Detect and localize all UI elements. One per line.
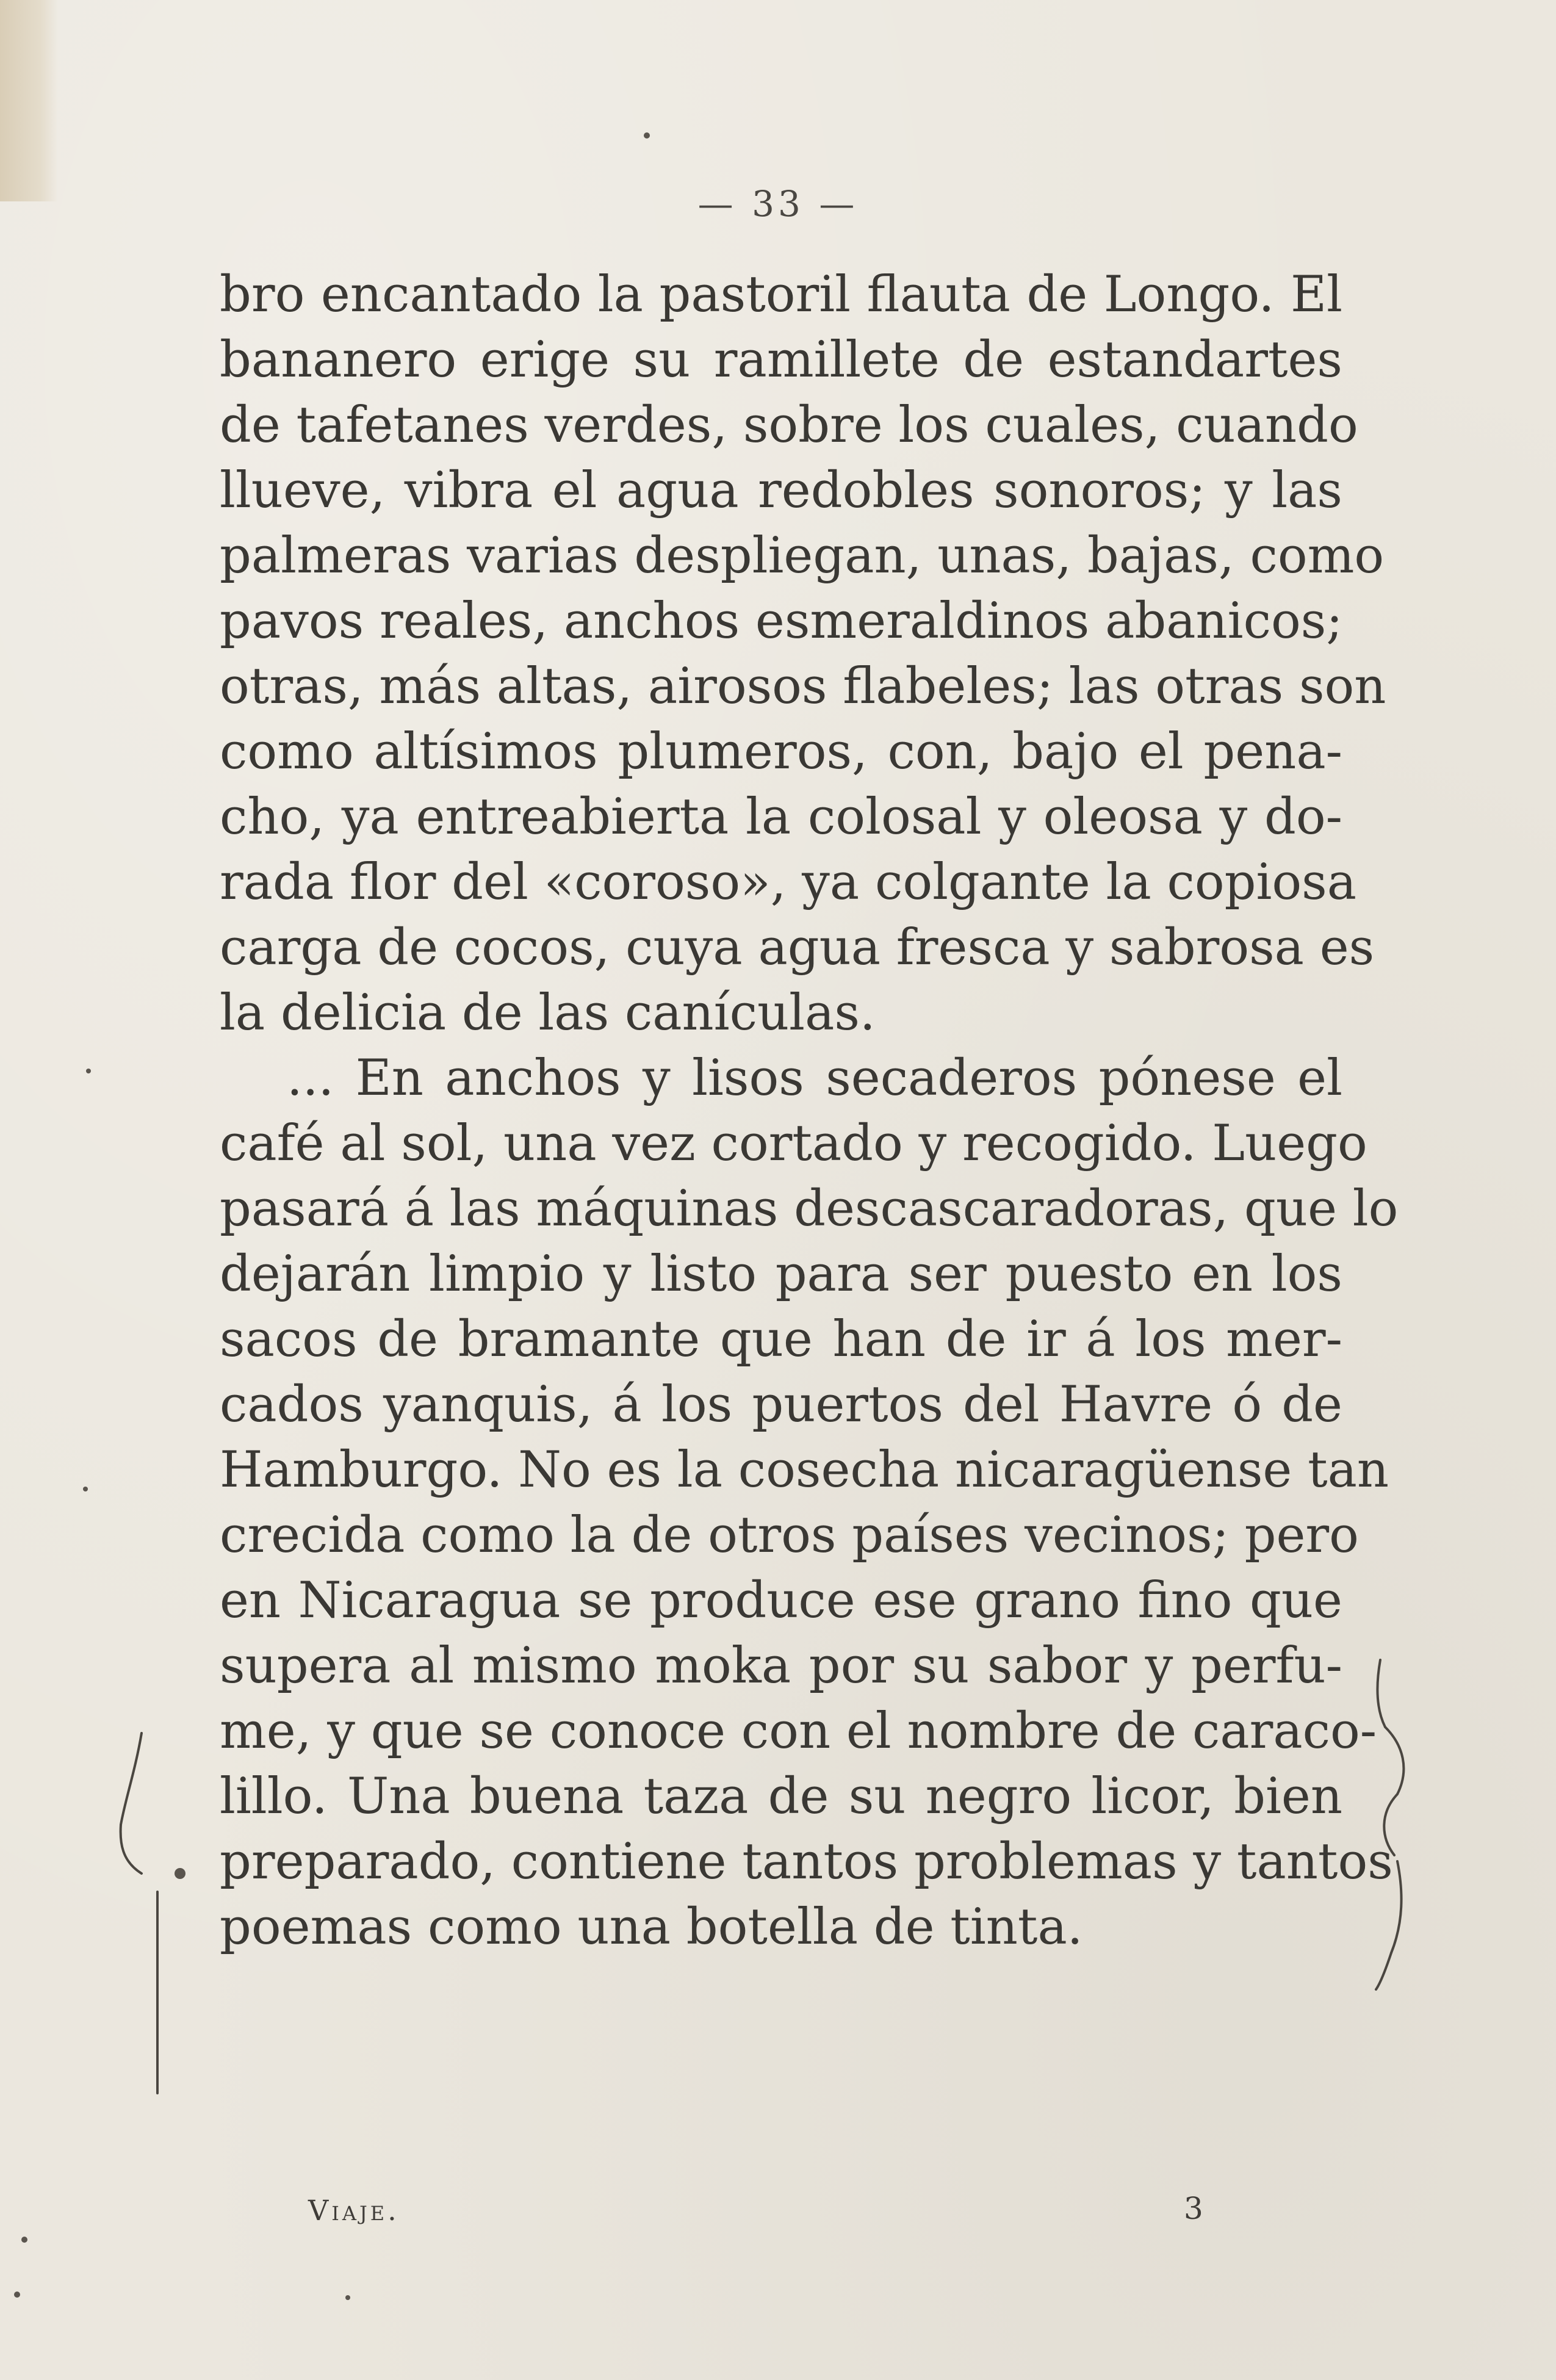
text-line: rada flor del «coroso», ya colgante la copiosa [220,854,1356,911]
text-line: como altísimos plumeros, con, bajo el pena- [220,723,1342,781]
text-line: bananero erige su ramillete de estandartes [220,331,1342,389]
footer-signature-number: 3 [1184,2191,1203,2226]
text-line: me, y que se conoce con el nombre de caraco- [220,1703,1377,1760]
text-line: la delicia de las canículas. [220,984,876,1042]
text-line: carga de cocos, cuya agua fresca y sabrosa es [220,919,1375,976]
text-line: café al sol, una vez cortado y recogido. Luego [220,1115,1367,1172]
text-line: cho, ya entreabierta la colosal y oleosa y do- [220,788,1342,846]
left-bracket-mark [121,1733,142,1825]
text-line: palmeras varias despliegan, unas, bajas, como [220,527,1385,585]
text-line: pavos reales, anchos esmeraldinos abanicos; [220,593,1343,650]
text-line: en Nicaragua se produce ese grano fino que [220,1572,1342,1629]
text-line: de tafetanes verdes, sobre los cuales, cuando [220,397,1358,454]
text-line: llueve, vibra el agua redobles sonoros; y las [220,462,1342,519]
text-line: Hamburgo. No es la cosecha nicaragüense tan [220,1441,1389,1499]
text-line: pasará á las máquinas descascaradoras, que lo [220,1180,1399,1238]
page-number-header: — 33 — [697,183,859,225]
footer-signature: Viaje. [308,2194,400,2227]
text-line: supera al mismo moka por su sabor y perfu- [220,1637,1342,1695]
right-brace-mark [1377,1660,1385,1727]
text-line: lillo. Una buena taza de su negro licor, bien [220,1768,1342,1825]
text-line: crecida como la de otros países vecinos; pero [220,1507,1359,1564]
text-line: dejarán limpio y listo para ser puesto en los [220,1246,1342,1303]
text-line: preparado, contiene tantos problemas y tantos [220,1833,1393,1891]
paragraph-start-line: ... En anchos y lisos secaderos pónese el [287,1050,1342,1107]
text-line: bro encantado la pastoril flauta de Longo. El [220,266,1342,323]
text-line: cados yanquis, á los puertos del Havre ó de [220,1376,1342,1433]
text-line: poemas como una botella de tinta. [220,1899,1083,1956]
text-line: sacos de bramante que han de ir á los mer- [220,1311,1342,1368]
ink-dot [175,1868,185,1879]
text-line: otras, más altas, airosos flabeles; las otras son [220,658,1386,715]
